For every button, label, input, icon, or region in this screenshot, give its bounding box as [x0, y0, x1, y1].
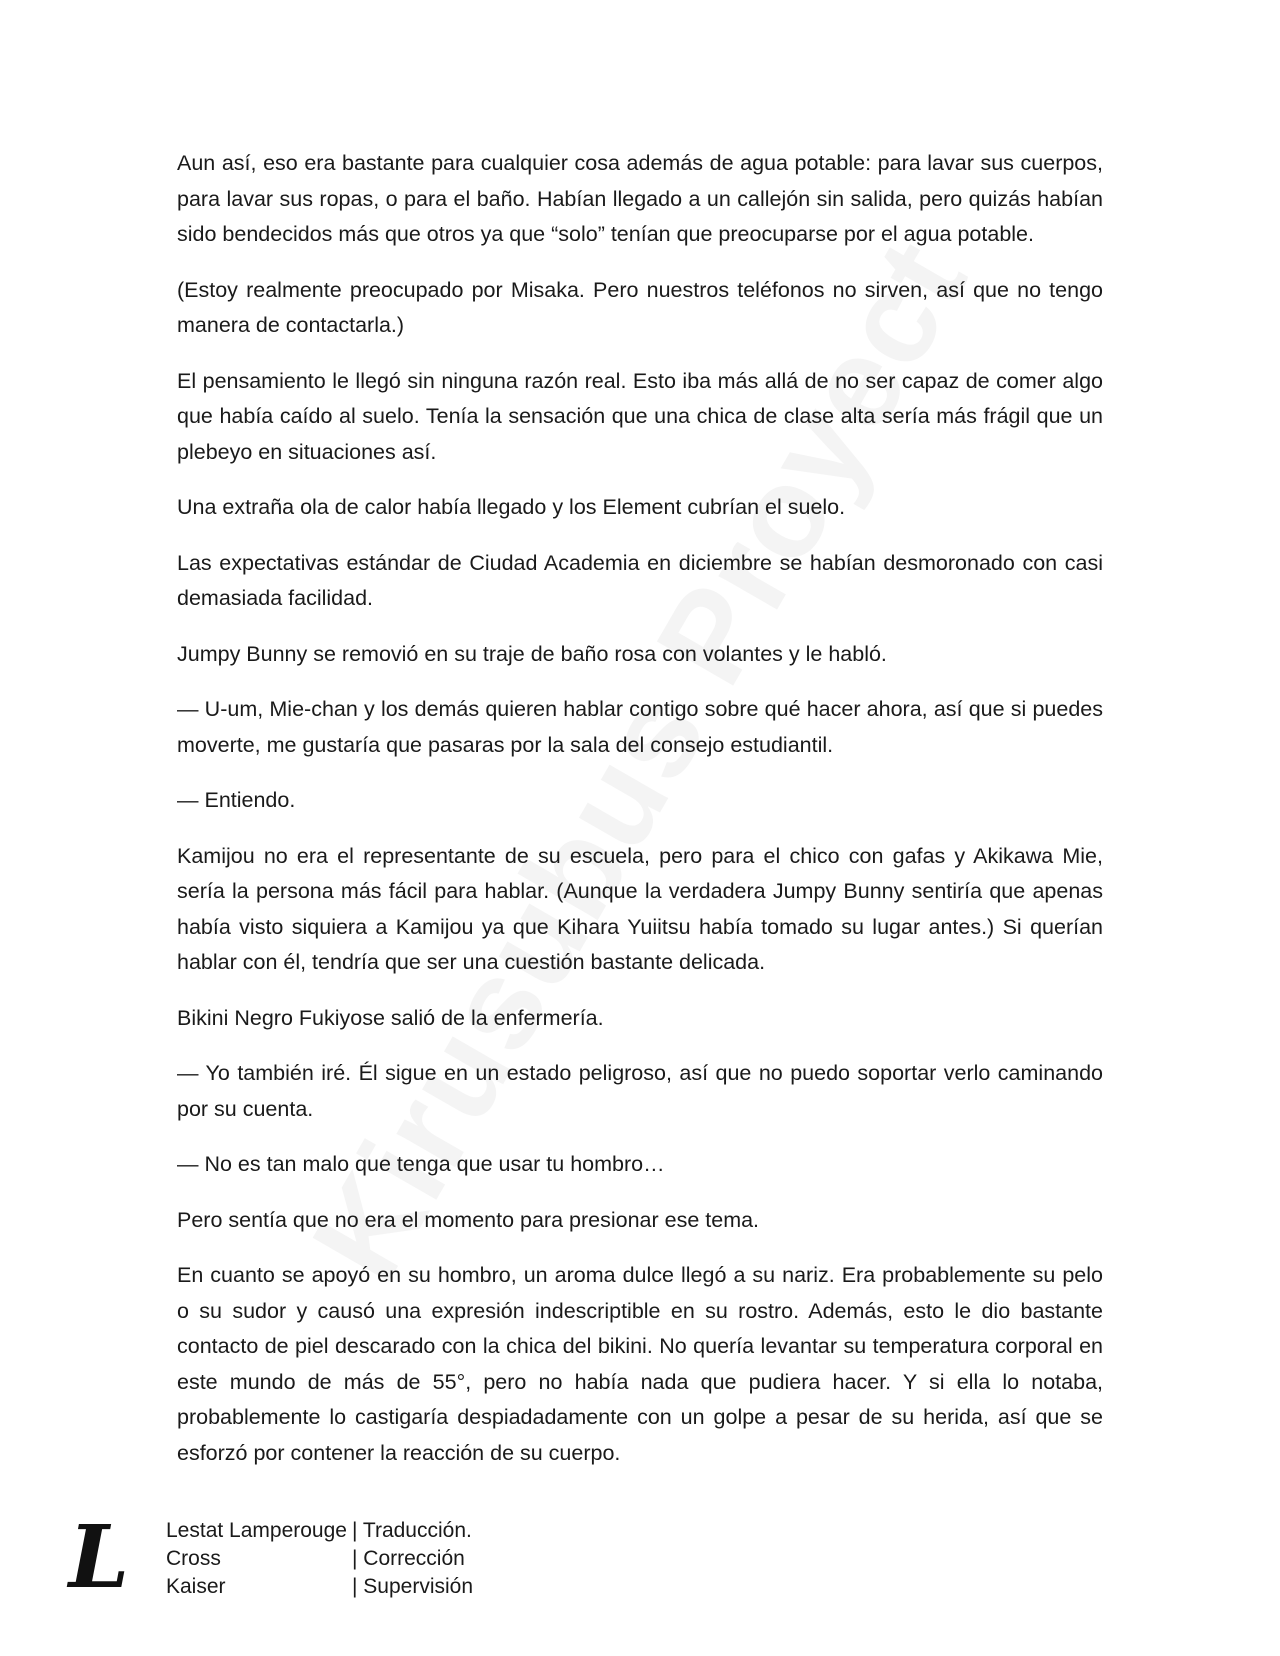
credit-role: | Supervisión: [352, 1575, 474, 1598]
paragraph: En cuanto se apoyó en su hombro, un aroma dulce llegó a su nariz. Era probablemente su pelo o su sudor y causó una expresión indescriptible en su rostro. Además, esto le dio bastante contacto de piel descarado con la chica del bikini. No quería levantar su temperatura corporal en este mundo de más de 55°, pero no había nada que pudiera hacer. Y si ella lo notaba, probablemente lo castigaría despiadadamente con un golpe a pesar de su herida, así que se esforzó por contener la reacción de su cuerpo.: [177, 1263, 1103, 1465]
paragraph: Kamijou no era el representante de su escuela, pero para el chico con gafas y Akikawa Mie, sería la persona más fácil para hablar. (Aunque la verdadera Jumpy Bunny sentiría que apenas había visto siquiera a Kamijou ya que Kihara Yuiitsu había tomado su lugar antes.) Si querían hablar con él, tendría que ser una cuestión bastante delicada.: [177, 843, 1103, 974]
credit-role: | Traducción.: [352, 1519, 472, 1542]
dialogue-paragraph: — Yo también iré. Él sigue en un estado peligroso, así que no puedo soportar verlo caminando por su cuenta.: [177, 1061, 1103, 1121]
credits-footer: [68, 1507, 474, 1608]
credit-name: Lestat Lamperouge: [166, 1519, 347, 1542]
credit-row: [166, 1573, 473, 1601]
body-text: [177, 146, 1103, 1491]
dialogue-paragraph: — No es tan malo que tenga que usar tu hombro…: [177, 1152, 665, 1176]
paragraph: Las expectativas estándar de Ciudad Academia en diciembre se habían desmoronado con casi demasiada facilidad.: [177, 550, 1103, 610]
dialogue-paragraph: — U-um, Mie-chan y los demás quieren hablar contigo sobre qué hacer ahora, así que si puedes moverte, me gustaría que pasaras por la sala del consejo estudiantil.: [177, 697, 1103, 757]
credits-list: [166, 1517, 473, 1601]
paragraph: Aun así, eso era bastante para cualquier cosa además de agua potable: para lavar sus cuerpos, para lavar sus ropas, o para el baño. Habían llegado a un callejón sin salida, pero quizás habían sido bendecidos más que otros ya que “solo” tenían que preocuparse por el agua potable.: [177, 151, 1103, 246]
credit-role: | Corrección: [352, 1547, 465, 1570]
paragraph: Pero sentía que no era el momento para presionar ese tema.: [177, 1207, 760, 1232]
credit-name: Cross: [166, 1547, 221, 1570]
credit-name: Kaiser: [166, 1575, 226, 1598]
dialogue-paragraph: — Entiendo.: [177, 788, 296, 812]
paragraph: Una extraña ola de calor había llegado y los Element cubrían el suelo.: [177, 495, 846, 519]
credit-row: [166, 1545, 473, 1573]
paragraph: Bikini Negro Fukiyose salió de la enfermería.: [177, 1005, 604, 1030]
paragraph: El pensamiento le llegó sin ninguna razón real. Esto iba más allá de no ser capaz de comer algo que había caído al suelo. Tenía la sensación que una chica de clase alta sería más frágil que un plebeyo en situaciones así.: [177, 368, 1103, 464]
paragraph: (Estoy realmente preocupado por Misaka. Pero nuestros teléfonos no sirven, así que no tengo manera de contactarla.): [177, 277, 1103, 337]
team-logo-icon: L: [68, 1507, 130, 1608]
paragraph: Jumpy Bunny se removió en su traje de baño rosa con volantes y le habló.: [177, 641, 887, 666]
credit-row: [166, 1517, 473, 1545]
